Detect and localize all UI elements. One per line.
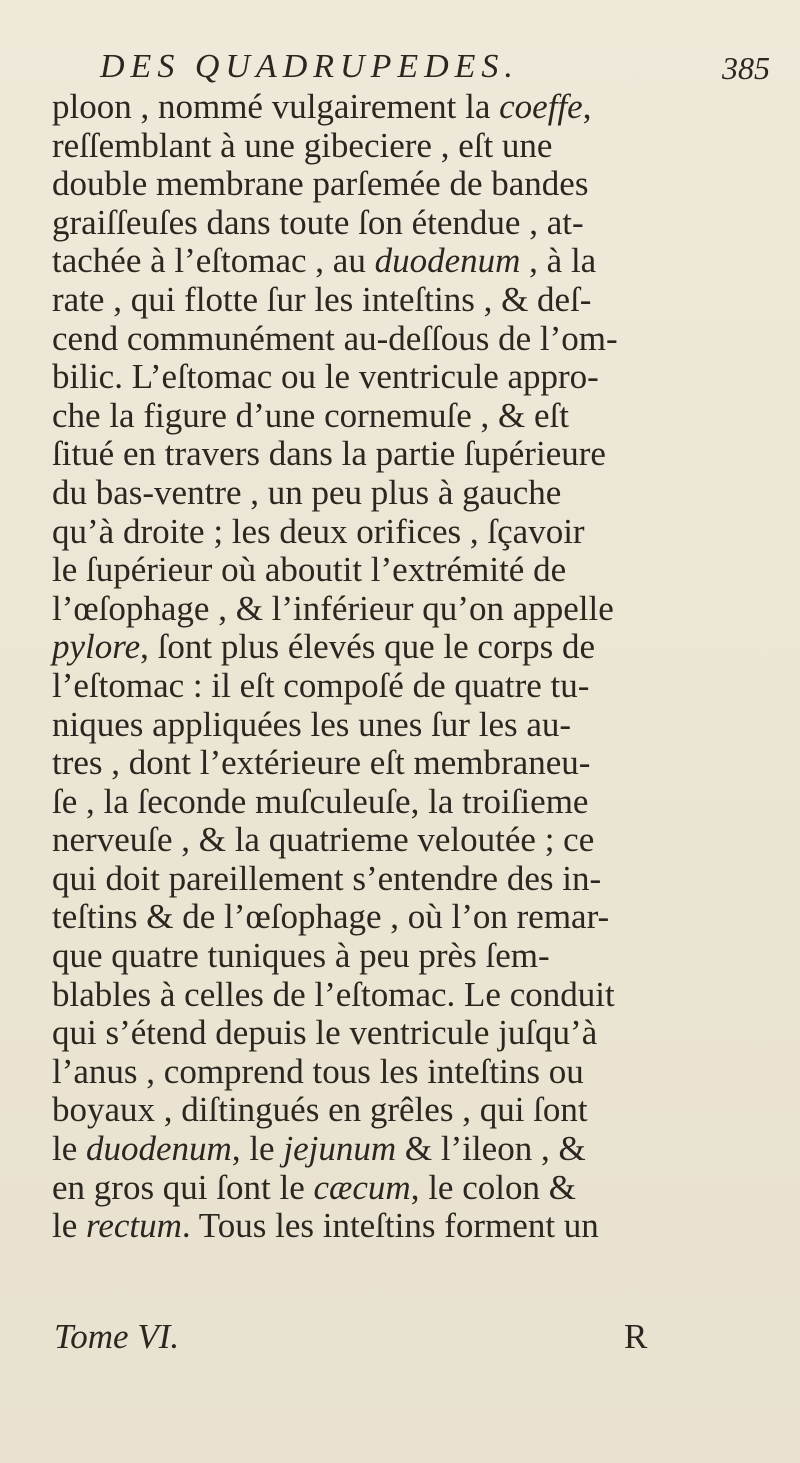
text-segment: qu’à droite ; les deux orifices , ſçavoir: [52, 511, 585, 551]
italic-term: jejunum: [283, 1129, 397, 1169]
text-segment: le: [52, 1129, 87, 1169]
text-line: [52, 165, 772, 204]
text-segment: , le colon &: [410, 1167, 576, 1207]
text-line: [52, 320, 772, 359]
text-line: [52, 474, 772, 513]
text-line: [52, 937, 772, 976]
text-segment: double membrane parſemée de bandes: [52, 164, 589, 204]
text-segment: ſitué en travers dans la partie ſupérieure: [52, 434, 606, 474]
text-line: [52, 513, 772, 552]
text-line: [52, 281, 772, 320]
text-segment: en gros qui ſont le: [52, 1167, 314, 1207]
text-segment: qui s’étend depuis le ventricule juſqu’à: [52, 1013, 598, 1053]
text-segment: , le: [231, 1129, 284, 1169]
text-line: [52, 88, 772, 127]
text-segment: bilic. L’eſtomac ou le ventricule appro-: [52, 357, 599, 397]
italic-term: duodenum: [374, 241, 521, 281]
text-segment: . Tous les inteſtins forment un: [181, 1206, 599, 1246]
text-segment: ,: [582, 87, 592, 126]
text-line: [52, 551, 772, 590]
running-head: DES QUADRUPEDES.: [100, 48, 519, 85]
text-segment: cend communément au-deſſous de l’om-: [52, 318, 618, 358]
italic-term: duodenum: [86, 1129, 232, 1169]
text-line: [52, 1053, 772, 1092]
text-line: [52, 628, 772, 667]
text-segment: du bas-ventre , un peu plus à gauche: [52, 472, 562, 512]
text-line: [52, 358, 772, 397]
text-line: [52, 1169, 772, 1208]
text-line: [52, 783, 772, 822]
text-segment: rate , qui flotte ſur les inteſtins , & deſ-: [52, 279, 592, 319]
text-segment: le: [52, 1206, 87, 1246]
body-text: [52, 88, 772, 1246]
text-segment: le ſupérieur où aboutit l’extrémité de: [52, 550, 567, 590]
text-line: [52, 667, 772, 706]
text-segment: & l’ileon , &: [396, 1129, 586, 1169]
text-segment: l’anus , comprend tous les inteſtins ou: [52, 1051, 584, 1091]
text-line: [52, 821, 772, 860]
text-segment: ploon , nommé vulgairement la: [52, 87, 500, 126]
text-segment: teſtins & de l’œſophage , où l’on remar-: [52, 897, 610, 937]
text-line: [52, 860, 772, 899]
text-line: [52, 1091, 772, 1130]
italic-term: coeffe: [499, 87, 583, 126]
text-line: [52, 706, 772, 745]
text-segment: boyaux , diſtingués en grêles , qui ſont: [52, 1090, 588, 1130]
text-segment: nerveuſe , & la quatrieme veloutée ; ce: [52, 820, 595, 860]
italic-term: pylore: [52, 627, 141, 667]
text-line: [52, 976, 772, 1015]
text-segment: l’eſtomac : il eſt compoſé de quatre tu-: [52, 665, 590, 705]
page-header: [100, 40, 780, 90]
signature-mark: R: [624, 1317, 648, 1356]
italic-term: cæcum: [313, 1167, 411, 1207]
text-line: [52, 242, 772, 281]
volume-label: Tome VI.: [54, 1317, 180, 1356]
text-segment: que quatre tuniques à peu près ſem-: [52, 936, 550, 976]
text-line: [52, 744, 772, 783]
text-segment: l’œſophage , & l’inférieur qu’on appelle: [52, 588, 614, 628]
text-segment: tachée à l’eſtomac , au: [52, 241, 375, 281]
text-segment: tres , dont l’extérieure eſt membraneu-: [52, 743, 591, 783]
text-line: [52, 898, 772, 937]
text-segment: ſe , la ſeconde muſculeuſe, la troiſieme: [52, 781, 589, 821]
text-line: [52, 397, 772, 436]
text-segment: che la figure d’une cornemuſe , & eſt: [52, 395, 570, 435]
text-line: [52, 590, 772, 629]
text-segment: graiſſeuſes dans toute ſon étendue , at-: [52, 202, 584, 242]
text-segment: , à la: [520, 241, 597, 281]
text-line: [52, 435, 772, 474]
page-number: 385: [722, 50, 770, 86]
text-line: [52, 204, 772, 243]
text-segment: , ſont plus élevés que le corps de: [140, 627, 596, 667]
text-line: [52, 1207, 772, 1246]
italic-term: rectum: [86, 1206, 182, 1246]
text-segment: niques appliquées les unes ſur les au-: [52, 704, 572, 744]
text-segment: blables à celles de l’eſtomac. Le conduit: [52, 974, 615, 1014]
text-line: [52, 127, 772, 166]
text-segment: qui doit pareillement s’entendre des in-: [52, 858, 602, 898]
text-segment: reſſemblant à une gibeciere , eſt une: [52, 125, 553, 165]
text-line: [52, 1014, 772, 1053]
text-line: [52, 1130, 772, 1169]
page-footer: [54, 1317, 774, 1367]
